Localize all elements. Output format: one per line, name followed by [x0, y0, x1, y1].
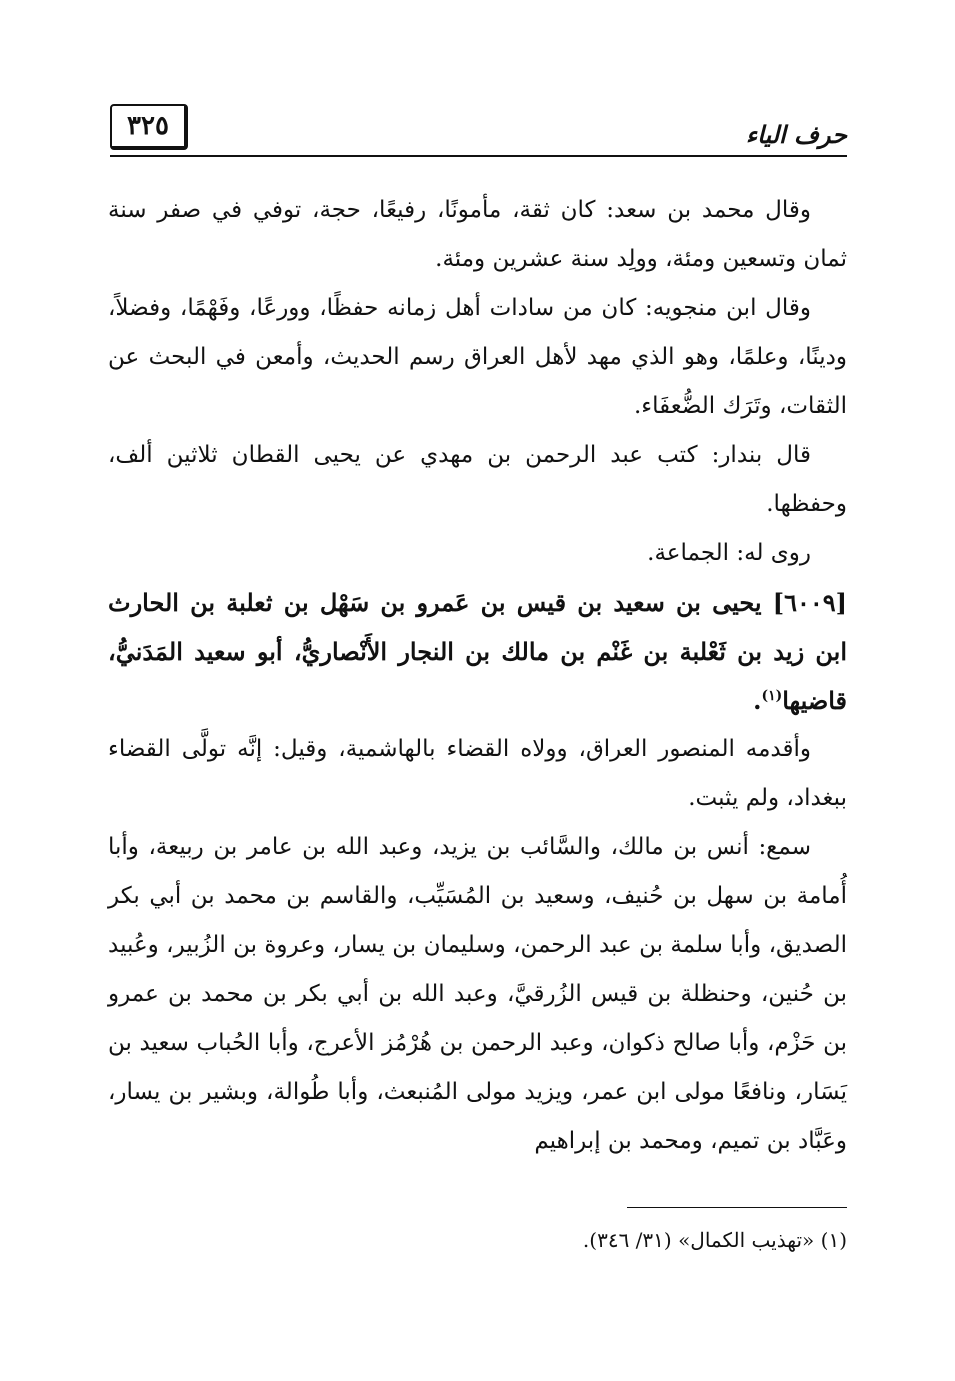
entry-number: [٦٠٠٩]	[772, 588, 848, 617]
entry-name: يحيى بن سعيد بن قيس بن عَمرو بن سَهْل بن ثعلبة بن الحارث ابن زيد بن ثَعْلبة بن غَنْم بن مالك بن النجار الأَنْصاريُّ، أبو سعيد المَدَنيُّ، قاضيها	[108, 588, 847, 715]
running-head: حرف الياء	[745, 120, 847, 149]
paragraph-judgeship: وأقدمه المنصور العراق، وولاه القضاء بالهاشمية، وقيل: إنَّه تولَّى القضاء ببغداد، ولم يثبت.	[108, 736, 847, 811]
paragraph-ibn-saad: وقال محمد بن سعد: كان ثقة، مأمونًا، رفيعًا، حجة، توفي في صفر سنة ثمان وتسعين ومئة، وولِد سنة عشرين ومئة.	[108, 197, 847, 272]
paragraph-bundar: قال بندار: كتب عبد الرحمن بن مهدي عن يحيى القطان ثلاثين ألف، وحفظها.	[108, 442, 847, 517]
footnote-reference: (١)	[761, 688, 783, 704]
page-number-text: ٣٢٥	[127, 111, 169, 141]
entry-end: .	[753, 686, 762, 715]
page-number	[110, 104, 188, 150]
paragraph-teachers: سمع: أنس بن مالك، والسَّائب بن يزيد، وعبد الله بن عامر بن ربيعة، وأبا أُمامة بن سهل بن حُنيف، وسعيد بن المُسَيِّب، والقاسم بن محمد بن أبي بكر الصديق، وأبا سلمة بن عبد الرحمن، وسليمان بن يسار، وعروة بن الزُبير، وعُبيد بن حُنين، وحنظلة بن قيس الزُرقيَّ، وعبد الله بن أبي بكر بن محمد بن عمرو بن حَزْم، وأبا صالح ذكوان، وعبد الرحمن بن هُرْمُز الأعرج، وأبا الحُباب سعيد بن يَسَار، ونافعًا مولى ابن عمر، ويزيد مولى المُنبعث، وأبا طُوالة، وبشير بن يسار، وعَبَّاد بن تميم، ومحمد بن إبراهيم	[108, 834, 847, 1154]
main-text	[108, 186, 847, 1166]
paragraph-narrated-by: روى له: الجماعة.	[647, 540, 811, 566]
biography-entry-heading	[108, 578, 847, 725]
paragraph-ibn-manjawayh: وقال ابن منجويه: كان من سادات أهل زمانه حفظًا، وورعًا، وفَهْمًا، وفضلاً، ودينًا، وعلمًا، وهو الذي مهد لأهل العراق رسم الحديث، وأمعن في البحث عن الثقات، وتَرَك الضُّعفَاء.	[108, 295, 847, 419]
header-rule	[110, 155, 847, 157]
footnote-rule	[627, 1207, 847, 1208]
footnote: (١) «تهذيب الكمال» (٣١/ ٣٤٦).	[582, 1228, 847, 1252]
